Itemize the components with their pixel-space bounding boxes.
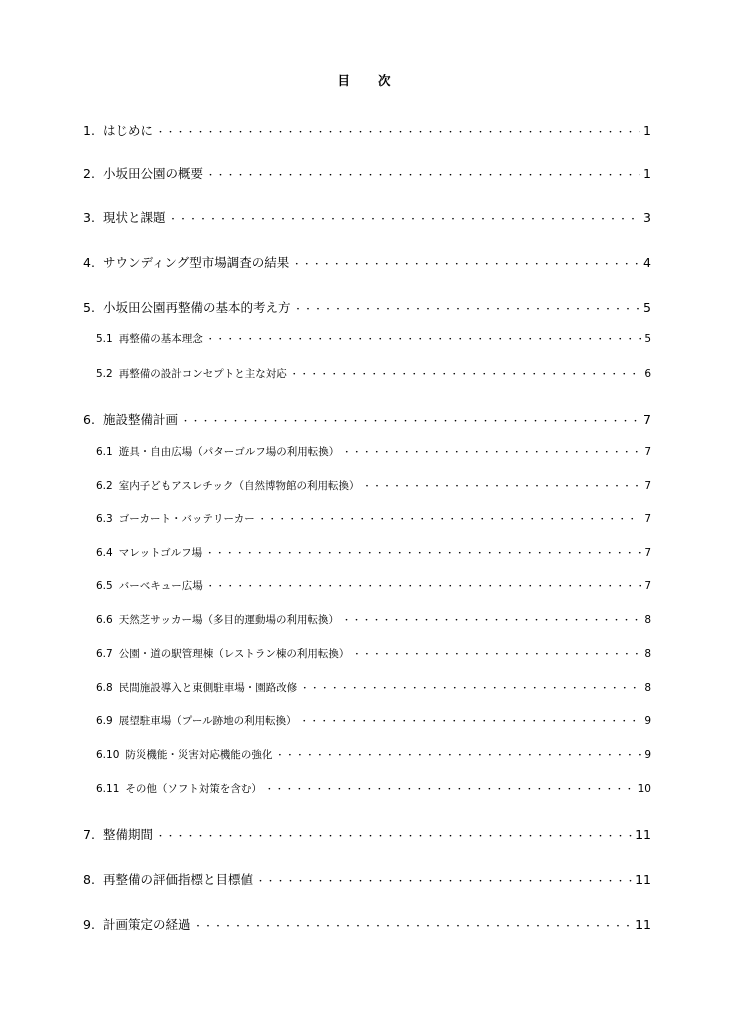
- toc-title-part2: 次: [378, 73, 393, 88]
- toc-entry-number: 6.: [83, 412, 95, 427]
- toc-leader-dots: [168, 212, 640, 225]
- toc-entry: [83, 298, 651, 316]
- toc-entry: [96, 331, 651, 346]
- toc-entry-title: 小坂田公園の概要: [102, 166, 203, 181]
- toc-entry-title: 再整備の基本理念: [118, 333, 203, 345]
- toc-leader-dots: [256, 874, 632, 887]
- toc-entry: [96, 366, 651, 381]
- toc-entry: [83, 870, 651, 888]
- toc-leader-dots: [193, 919, 632, 932]
- toc-entry-number: 5.: [83, 300, 95, 315]
- toc-entry-page: 7: [644, 547, 651, 559]
- toc-leader-dots: [205, 546, 641, 559]
- toc-leader-dots: [275, 748, 641, 761]
- toc-entry-page: 1: [643, 166, 651, 181]
- toc-entry-page: 8: [644, 614, 651, 626]
- toc-entry: [83, 208, 651, 226]
- toc-entry-page: 11: [635, 917, 651, 932]
- toc-entry-title: 再整備の設計コンセプトと主な対応: [118, 368, 287, 380]
- toc-entry-title: はじめに: [102, 123, 153, 138]
- toc-entry-number: 6.4: [96, 547, 113, 559]
- toc-entry-page: 7: [643, 412, 651, 427]
- toc-leader-dots: [206, 579, 642, 592]
- toc-entry-page: 8: [644, 648, 651, 660]
- toc-entry-title: サウンディング型市場調査の結果: [102, 255, 290, 270]
- toc-entry-number: 6.3: [96, 513, 113, 525]
- toc-leader-dots: [206, 168, 640, 181]
- toc-entry-number: 6.8: [96, 682, 113, 694]
- toc-entry-title: その他（ソフト対策を含む）: [125, 783, 262, 795]
- toc-entry-title: 展望駐車場（プール跡地の利用転換）: [118, 715, 297, 727]
- toc-entry-page: 4: [643, 255, 651, 270]
- toc-entry-page: 8: [644, 682, 651, 694]
- toc-entry-page: 5: [643, 300, 651, 315]
- toc-leader-dots: [206, 332, 642, 345]
- toc-entry-page: 7: [644, 446, 651, 458]
- toc-entry-page: 9: [644, 715, 651, 727]
- toc-entry-page: 9: [644, 749, 651, 761]
- toc-title-part1: 目: [337, 73, 352, 88]
- toc-entry: [96, 578, 651, 593]
- toc-entry-title: 施設整備計画: [102, 412, 178, 427]
- toc-entry-number: 3.: [83, 210, 95, 225]
- toc-entry-title: 現状と課題: [102, 210, 166, 225]
- toc-entry: [96, 747, 651, 762]
- toc-entry-number: 2.: [83, 166, 95, 181]
- toc-entry-number: 6.1: [96, 446, 113, 458]
- toc-entry: [83, 915, 651, 933]
- toc-entry-page: 5: [644, 333, 651, 345]
- toc-leader-dots: [156, 125, 640, 138]
- toc-entry: [96, 511, 651, 526]
- toc-entry-title: 防災機能・災害対応機能の強化: [125, 749, 273, 761]
- toc-entry: [96, 612, 651, 627]
- toc-entry-title: 再整備の評価指標と目標値: [102, 872, 253, 887]
- toc-entry-title: 小坂田公園再整備の基本的考え方: [102, 300, 291, 315]
- toc-entry-page: 1: [643, 123, 651, 138]
- toc-leader-dots: [156, 829, 632, 842]
- toc-entry-page: 11: [635, 827, 651, 842]
- toc-entry-number: 6.11: [96, 783, 120, 795]
- toc-entry-page: 7: [644, 480, 651, 492]
- toc-leader-dots: [292, 257, 640, 270]
- toc-leader-dots: [300, 714, 642, 727]
- toc-leader-dots: [300, 681, 641, 694]
- toc-leader-dots: [258, 512, 642, 525]
- toc-entry-number: 5.2: [96, 368, 113, 380]
- toc-entry-title: 整備期間: [102, 827, 153, 842]
- toc-entry-number: 7.: [83, 827, 95, 842]
- toc-leader-dots: [352, 647, 641, 660]
- toc-entry-number: 6.10: [96, 749, 120, 761]
- toc-entry-number: 6.5: [96, 580, 113, 592]
- toc-entry-title: ゴーカート・バッテリーカー: [118, 513, 255, 525]
- toc-entry-number: 6.7: [96, 648, 113, 660]
- toc-entry-title: 民間施設導入と東側駐車場・園路改修: [118, 682, 298, 694]
- toc-entry-title: 計画策定の経過: [102, 917, 191, 932]
- toc-entry-page: 7: [644, 513, 651, 525]
- toc-entry-number: 4.: [83, 255, 95, 270]
- toc-entry: [83, 121, 651, 139]
- toc-leader-dots: [362, 479, 641, 492]
- toc-entry-page: 6: [644, 368, 651, 380]
- toc-entry-page: 11: [635, 872, 651, 887]
- toc-leader-dots: [181, 414, 640, 427]
- toc-entry-title: バーベキュー広場: [118, 580, 203, 592]
- toc-leader-dots: [290, 367, 642, 380]
- toc-entry: [96, 646, 651, 661]
- toc-entry: [83, 164, 651, 182]
- toc-entry: [83, 410, 651, 428]
- toc-entry-title: 室内子どもアスレチック（自然博物館の利用転換）: [118, 480, 360, 492]
- toc-entry: [96, 781, 651, 796]
- toc-entry-title: 天然芝サッカー場（多目的運動場の利用転換）: [118, 614, 339, 626]
- toc-entry-title: 公園・道の駅管理棟（レストラン棟の利用転換）: [118, 648, 350, 660]
- toc-leader-dots: [342, 613, 641, 626]
- toc-leader-dots: [342, 445, 641, 458]
- toc-entry-number: 5.1: [96, 333, 113, 345]
- toc-entry: [83, 825, 651, 843]
- toc-leader-dots: [265, 782, 635, 795]
- toc-entry-number: 6.2: [96, 480, 113, 492]
- toc-entry-number: 6.9: [96, 715, 113, 727]
- toc-entry: [96, 680, 651, 695]
- toc-entry-number: 6.6: [96, 614, 113, 626]
- toc-entry-page: 10: [637, 783, 651, 795]
- toc-entry-page: 7: [644, 580, 651, 592]
- toc-title: [0, 71, 730, 89]
- toc-entry-page: 3: [643, 210, 651, 225]
- toc-entry: [96, 545, 651, 560]
- toc-entry: [83, 253, 651, 271]
- toc-entry-title: マレットゴルフ場: [118, 547, 203, 559]
- toc-entry: [96, 478, 651, 493]
- toc-entry-number: 9.: [83, 917, 95, 932]
- toc-leader-dots: [293, 302, 640, 315]
- toc-entry-number: 1.: [83, 123, 95, 138]
- toc-entry: [96, 444, 651, 459]
- toc-entry-number: 8.: [83, 872, 95, 887]
- toc-entry: [96, 713, 651, 728]
- toc-entry-title: 遊具・自由広場（パターゴルフ場の利用転換）: [118, 446, 340, 458]
